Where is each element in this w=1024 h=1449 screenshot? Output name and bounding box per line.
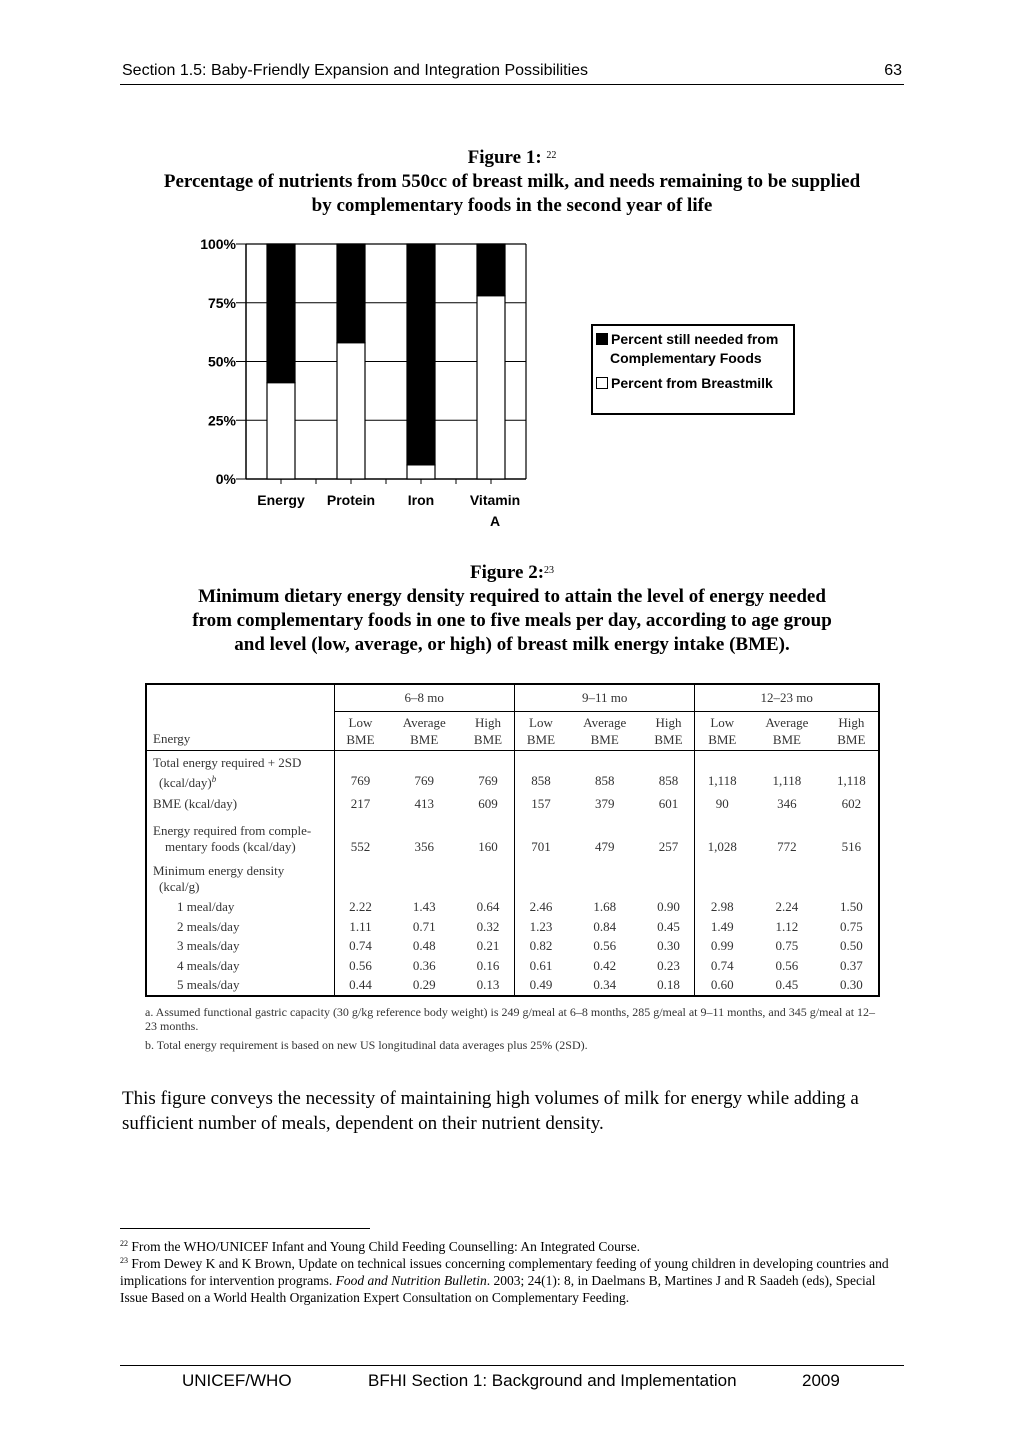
table-row xyxy=(146,917,879,937)
table-cell: 0.74 xyxy=(334,936,386,956)
table-cell xyxy=(642,857,694,897)
table-cell: 858 xyxy=(658,773,679,789)
table-cell: 1,028 xyxy=(695,817,749,857)
figure-2-ref: 23 xyxy=(544,565,555,576)
table-cell: 0.49 xyxy=(514,975,566,996)
table-cell: 0.90 xyxy=(657,899,680,915)
legend-swatch-light xyxy=(596,377,608,389)
column-header: High BME xyxy=(462,712,514,751)
table-cell: 413 xyxy=(414,796,434,812)
meal-label: 1 meal/day xyxy=(177,899,235,915)
table-cell: 379 xyxy=(594,796,615,812)
table-cell: 0.36 xyxy=(412,957,436,973)
column-header: Low BME xyxy=(695,712,749,751)
table-cell: 2.46 xyxy=(514,897,566,917)
table-cell: 1.23 xyxy=(514,917,566,937)
table-note-b: b. Total energy requirement is based on new US longitudinal data averages plus 25% (2SD). xyxy=(145,1038,588,1052)
table-cell: 772 xyxy=(777,839,797,855)
y-tick-label: 0% xyxy=(215,471,236,487)
table-cell: 1.11 xyxy=(334,917,386,937)
table-row xyxy=(146,897,879,917)
table-cell: 0.82 xyxy=(514,936,566,956)
table-cell xyxy=(514,857,566,897)
table-cell: 0.42 xyxy=(593,957,617,973)
table-cell: 0.74 xyxy=(695,956,749,976)
legend-item-complementary xyxy=(596,330,778,348)
table-cell: 0.44 xyxy=(334,975,386,996)
table-cell: 0.71 xyxy=(412,918,436,934)
y-tick-label: 25% xyxy=(207,412,236,429)
table-cell: 2.98 xyxy=(695,897,749,917)
table-note-a: a. Assumed functional gastric capacity (30 g/kg reference body weight) is 249 g/meal at 6–8 months, 285 g/meal at 9–11 months, and 345 g/meal at 12–23 months. xyxy=(145,1005,876,1033)
table-cell xyxy=(386,857,462,897)
total-energy-label: Total energy required + 2SD (kcal/day)$^b$ xyxy=(153,755,302,791)
table-cell: 1.43 xyxy=(412,899,436,915)
table-cell: 1.50 xyxy=(839,899,863,915)
bar-complementary-energy xyxy=(267,244,295,383)
table-cell: 0.56 xyxy=(593,938,617,954)
table-cell: 0.75 xyxy=(839,918,863,934)
table-group-header-row xyxy=(146,684,879,712)
figure-2-title-line1: Minimum dietary energy density required to attain the level of energy needed xyxy=(198,586,826,607)
table-cell: 2.22 xyxy=(334,897,386,917)
figure-2-title-line2: from complementary foods in one to five meals per day, according to age group xyxy=(192,610,832,631)
table-cell: 516 xyxy=(841,839,862,855)
column-header: Low BME xyxy=(334,712,386,751)
table-cell: 0.23 xyxy=(657,957,680,973)
x-tick-label: Energy xyxy=(257,492,305,508)
bar-breastmilk-vitamin-a xyxy=(477,296,505,479)
table-cell xyxy=(567,857,643,897)
table-cell: 0.37 xyxy=(839,957,863,973)
table-cell: 0.45 xyxy=(657,918,680,934)
table-cell: 346 xyxy=(777,796,797,812)
body-paragraph: This figure conveys the necessity of maintaining high volumes of milk for energy while adding a sufficient number of meals, dependent on their nutrient density. xyxy=(122,1088,859,1134)
figure-2-label: Figure 2: xyxy=(469,562,545,583)
bar-complementary-vitamin-a xyxy=(477,244,505,296)
column-header: Average BME xyxy=(386,712,462,751)
legend-label-complementary-1: Percent still needed from xyxy=(611,331,779,347)
table-row xyxy=(146,751,879,792)
table-cell: 257 xyxy=(658,839,679,855)
figure-2-title-line3: and level (low, average, or high) of breast milk energy intake (BME). xyxy=(234,634,790,655)
x-tick-label: Protein xyxy=(326,492,376,508)
column-header: Average BME xyxy=(749,712,825,751)
table-cell: 1,118 xyxy=(836,773,866,789)
table-cell: 1,118 xyxy=(695,751,749,792)
meal-label: 5 meals/day xyxy=(177,977,240,993)
footer-org: UNICEF/WHO xyxy=(182,1371,292,1390)
table-cell: 769 xyxy=(414,773,434,789)
footer-year: 2009 xyxy=(802,1371,840,1390)
energy-required-label: Energy required from comple- mentary foods (kcal/day) xyxy=(153,823,312,855)
table-cell: 0.50 xyxy=(839,938,863,954)
footnotes xyxy=(120,1238,905,1306)
table-cell: 769 xyxy=(478,773,498,789)
x-tick-label: Vitamin xyxy=(469,492,521,508)
x-tick-label: Iron xyxy=(407,492,435,508)
legend-label-breastmilk: Percent from Breastmilk xyxy=(611,375,773,391)
bar-complementary-protein xyxy=(337,244,365,343)
group-header-6-8: 6–8 mo xyxy=(334,684,514,712)
column-header: High BME xyxy=(825,712,879,751)
table-cell: 0.56 xyxy=(334,956,386,976)
table-cell: 0.29 xyxy=(412,977,436,993)
table-cell: 602 xyxy=(841,796,862,812)
table-cell: 0.75 xyxy=(775,938,799,954)
table-cell: 0.60 xyxy=(695,975,749,996)
table-cell: 1.49 xyxy=(695,917,749,937)
legend-swatch-dark xyxy=(596,333,608,345)
table-cell: 858 xyxy=(594,773,615,789)
table-cell: 479 xyxy=(594,839,615,855)
table-cell xyxy=(462,857,514,897)
section-title: Section 1.5: Baby-Friendly Expansion and Integration Possibilities xyxy=(122,62,589,79)
table-row xyxy=(146,975,879,996)
legend-item-breastmilk xyxy=(596,374,773,392)
figure-1-label: Figure 1: xyxy=(467,147,542,168)
figure-1-title-line1: Percentage of nutrients from 550cc of breast milk, and needs remaining to be supplied xyxy=(163,171,861,192)
footnote-22: $^{22}$ From the WHO/UNICEF Infant and Young Child Feeding Counselling: An Integrated Course. xyxy=(120,1239,640,1254)
table-cell: 0.56 xyxy=(775,957,799,973)
footnote-divider xyxy=(120,1228,370,1229)
table-cell: 0.30 xyxy=(657,938,680,954)
page-number: 63 xyxy=(884,62,902,79)
table-cell: 609 xyxy=(478,796,498,812)
group-header-9-11: 9–11 mo xyxy=(514,684,694,712)
group-header-12-23: 12–23 mo xyxy=(695,684,879,712)
table-cell: 0.64 xyxy=(476,899,500,915)
table-cell: 90 xyxy=(695,791,749,817)
table-subheader-row xyxy=(146,712,879,751)
nutrient-stacked-bar-chart xyxy=(180,228,550,538)
table-cell: 0.45 xyxy=(775,977,799,993)
y-tick-label: 100% xyxy=(200,236,236,252)
meal-label: 3 meals/day xyxy=(177,938,240,954)
column-header: Low BME xyxy=(514,712,566,751)
table-cell xyxy=(749,857,825,897)
table-cell: 160 xyxy=(478,839,498,855)
energy-density-table xyxy=(145,683,880,997)
bar-breastmilk-protein xyxy=(337,343,365,479)
table-cell: 0.99 xyxy=(695,936,749,956)
table-cell: 0.48 xyxy=(412,938,436,954)
table-cell: 2.24 xyxy=(775,899,799,915)
row-header-energy: Energy xyxy=(146,712,334,751)
table-cell xyxy=(825,857,879,897)
table-cell: 0.84 xyxy=(593,918,617,934)
table-row xyxy=(146,936,879,956)
table-cell: 769 xyxy=(334,751,386,792)
footer-title: BFHI Section 1: Background and Implementation xyxy=(368,1371,737,1390)
column-header: Average BME xyxy=(567,712,643,751)
bme-label: BME (kcal/day) xyxy=(153,796,238,812)
table-cell: 601 xyxy=(658,796,679,812)
bar-breastmilk-energy xyxy=(267,383,295,479)
figure-1-title-line2: by complementary foods in the second year of life xyxy=(311,195,713,216)
bar-complementary-iron xyxy=(407,244,435,465)
table-cell: 356 xyxy=(414,839,434,855)
y-tick-label: 75% xyxy=(207,294,236,311)
energy-density-table-wrapper xyxy=(145,683,880,997)
legend-label-complementary-2: Complementary Foods xyxy=(610,350,762,366)
page-header xyxy=(120,60,904,85)
table-cell: 0.61 xyxy=(514,956,566,976)
table-cell: 701 xyxy=(514,817,566,857)
figure-2-title xyxy=(100,561,924,657)
table-row xyxy=(146,857,879,897)
meal-label: 4 meals/day xyxy=(177,957,240,973)
column-header: High BME xyxy=(642,712,694,751)
table-cell: 0.34 xyxy=(593,977,617,993)
table-cell: 157 xyxy=(514,791,566,817)
table-cell xyxy=(334,857,386,897)
table-notes xyxy=(145,1005,885,1057)
table-cell: 1,118 xyxy=(772,773,802,789)
table-cell: 0.13 xyxy=(476,977,500,993)
table-cell: 0.30 xyxy=(839,977,863,993)
chart-legend xyxy=(591,324,795,415)
y-tick-label: 50% xyxy=(207,353,236,370)
figure-1-title xyxy=(100,146,924,218)
table-cell: 1.68 xyxy=(593,899,617,915)
figure-1-ref: 22 xyxy=(546,150,557,161)
page-footer xyxy=(120,1365,904,1390)
table-cell: 0.18 xyxy=(657,977,680,993)
x-tick-label: A xyxy=(489,513,501,529)
table-cell: 217 xyxy=(334,791,386,817)
footnote-23: $^{23}$ From Dewey K and K Brown, Update on technical issues concerning complementary feeding of young children in developing countries and implications for intervention programs. Food and Nutrition Bulletin. 2003; 24(1): 8, in Daelmans B, Martines J and R Saadeh (eds), Special Issue Based on a World Health Organization Expert Consultation on Complementary Feeding. xyxy=(120,1256,889,1305)
min-density-label: Minimum energy density (kcal/g) xyxy=(153,863,285,895)
table-cell: 0.21 xyxy=(476,938,500,954)
bar-breastmilk-iron xyxy=(407,465,435,479)
table-cell: 0.32 xyxy=(476,918,500,934)
table-row xyxy=(146,956,879,976)
table-cell: 858 xyxy=(514,751,566,792)
table-cell: 1.12 xyxy=(775,918,799,934)
table-cell: 552 xyxy=(334,817,386,857)
table-cell xyxy=(695,857,749,897)
table-cell: 0.16 xyxy=(476,957,500,973)
table-row xyxy=(146,817,879,857)
table-row xyxy=(146,791,879,817)
meal-label: 2 meals/day xyxy=(177,918,240,934)
